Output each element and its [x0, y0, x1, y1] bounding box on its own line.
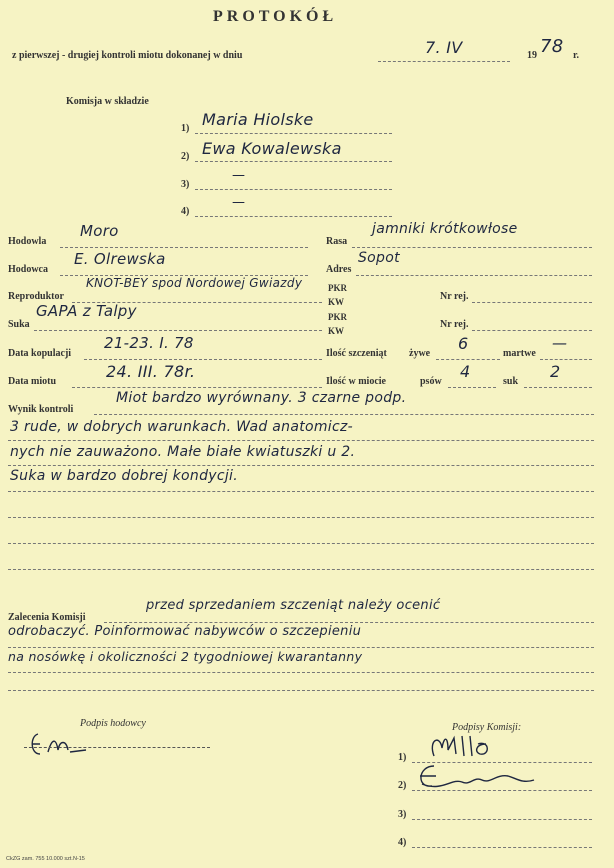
adres-value: Sopot — [358, 250, 400, 266]
w-miocie-label: Ilość w miocie — [326, 376, 386, 387]
year-unit: r. — [573, 50, 580, 61]
zywe-label: żywe — [409, 348, 431, 359]
data-miotu-label: Data miotu — [8, 376, 57, 387]
wynik-line-4: Suka w bardzo dobrej kondycji. — [10, 468, 238, 484]
reproduktor-nr-rej-label: Nr rej. — [440, 291, 469, 302]
psow-label: psów — [420, 376, 442, 387]
zalecenia-label: Zalecenia Komisji — [8, 612, 86, 623]
suk-value: 2 — [550, 362, 561, 381]
suka-kw-label: KW — [328, 326, 345, 336]
control-date: 7. IV — [425, 38, 463, 57]
podpisy-komisji-label: Podpisy Komisji: — [452, 722, 522, 733]
member-3-name: — — [232, 168, 246, 183]
member-1-name: Maria Hiolske — [202, 110, 314, 129]
year-prefix: 19 — [527, 50, 537, 61]
member-3-number: 3) — [181, 179, 190, 190]
martwe-label: martwe — [503, 348, 536, 359]
zywe-value: 6 — [458, 334, 469, 353]
data-miotu-value: 24. III. 78r. — [106, 362, 196, 381]
suka-nr-rej-label: Nr rej. — [440, 319, 469, 330]
hodowla-value: Moro — [80, 222, 119, 240]
suka-value: GAPA z Talpy — [36, 302, 137, 320]
psow-value: 4 — [460, 362, 471, 381]
member-2-name: Ewa Kowalewska — [202, 139, 342, 158]
breeder-signature — [26, 728, 96, 760]
rasa-label: Rasa — [326, 236, 348, 247]
data-kopulacji-label: Data kopulacji — [8, 348, 72, 359]
hodowca-value: E. Olrewska — [74, 250, 166, 268]
hodowca-label: Hodowca — [8, 264, 48, 275]
rasa-value: jamniki krótkowłose — [372, 221, 518, 237]
wynik-line-1: Miot bardzo wyrównany. 3 czarne podp. — [116, 390, 407, 406]
suka-pkr-label: PKR — [328, 312, 347, 322]
suk-label: suk — [503, 376, 519, 387]
data-kopulacji-value: 21-23. I. 78 — [104, 334, 194, 352]
suka-label: Suka — [8, 319, 30, 330]
footer-number-3: 3) — [398, 809, 407, 820]
print-code: CkZG zam. 755 10.000 szt.N-15 — [6, 856, 85, 862]
reproduktor-pkr-label: PKR — [328, 283, 347, 293]
footer-number-1: 1) — [398, 752, 407, 763]
reproduktor-label: Reproduktor — [8, 291, 64, 302]
document-subtitle: z pierwszej - drugiej kontroli miotu dokonanej w dniu — [12, 50, 243, 61]
footer-number-2: 2) — [398, 780, 407, 791]
member-2-number: 2) — [181, 151, 190, 162]
hodowla-label: Hodowla — [8, 236, 47, 247]
document-title: PROTOKÓŁ — [213, 8, 338, 25]
commission-signature-2 — [412, 758, 552, 794]
zalecenia-line-3: na nosówkę i okoliczności 2 tygodniowej kwarantanny — [8, 649, 363, 664]
zalecenia-line-1: przed sprzedaniem szczeniąt należy ocenić — [146, 598, 441, 613]
wynik-label: Wynik kontroli — [8, 404, 74, 415]
year-suffix: 78 — [540, 36, 564, 57]
member-1-number: 1) — [181, 123, 190, 134]
commission-label: Komisja w składzie — [66, 96, 149, 107]
wynik-line-3: nych nie zauważono. Małe białe kwiatuszki u 2. — [10, 444, 356, 460]
member-4-number: 4) — [181, 206, 190, 217]
adres-label: Adres — [326, 264, 352, 275]
wynik-line-2: 3 rude, w dobrych warunkach. Wad anatomicz- — [10, 419, 353, 435]
reproduktor-value: KNOT-BEY spod Nordowej Gwiazdy — [86, 276, 303, 290]
reproduktor-kw-label: KW — [328, 297, 345, 307]
martwe-value: — — [552, 334, 568, 352]
zalecenia-line-2: odrobaczyć. Poinformować nabywców o szczepieniu — [8, 624, 362, 639]
footer-number-4: 4) — [398, 837, 407, 848]
member-4-name: — — [232, 195, 246, 210]
podpis-hodowcy-label: Podpis hodowcy — [80, 718, 146, 729]
szczeniat-label: Ilość szczeniąt — [326, 348, 387, 359]
